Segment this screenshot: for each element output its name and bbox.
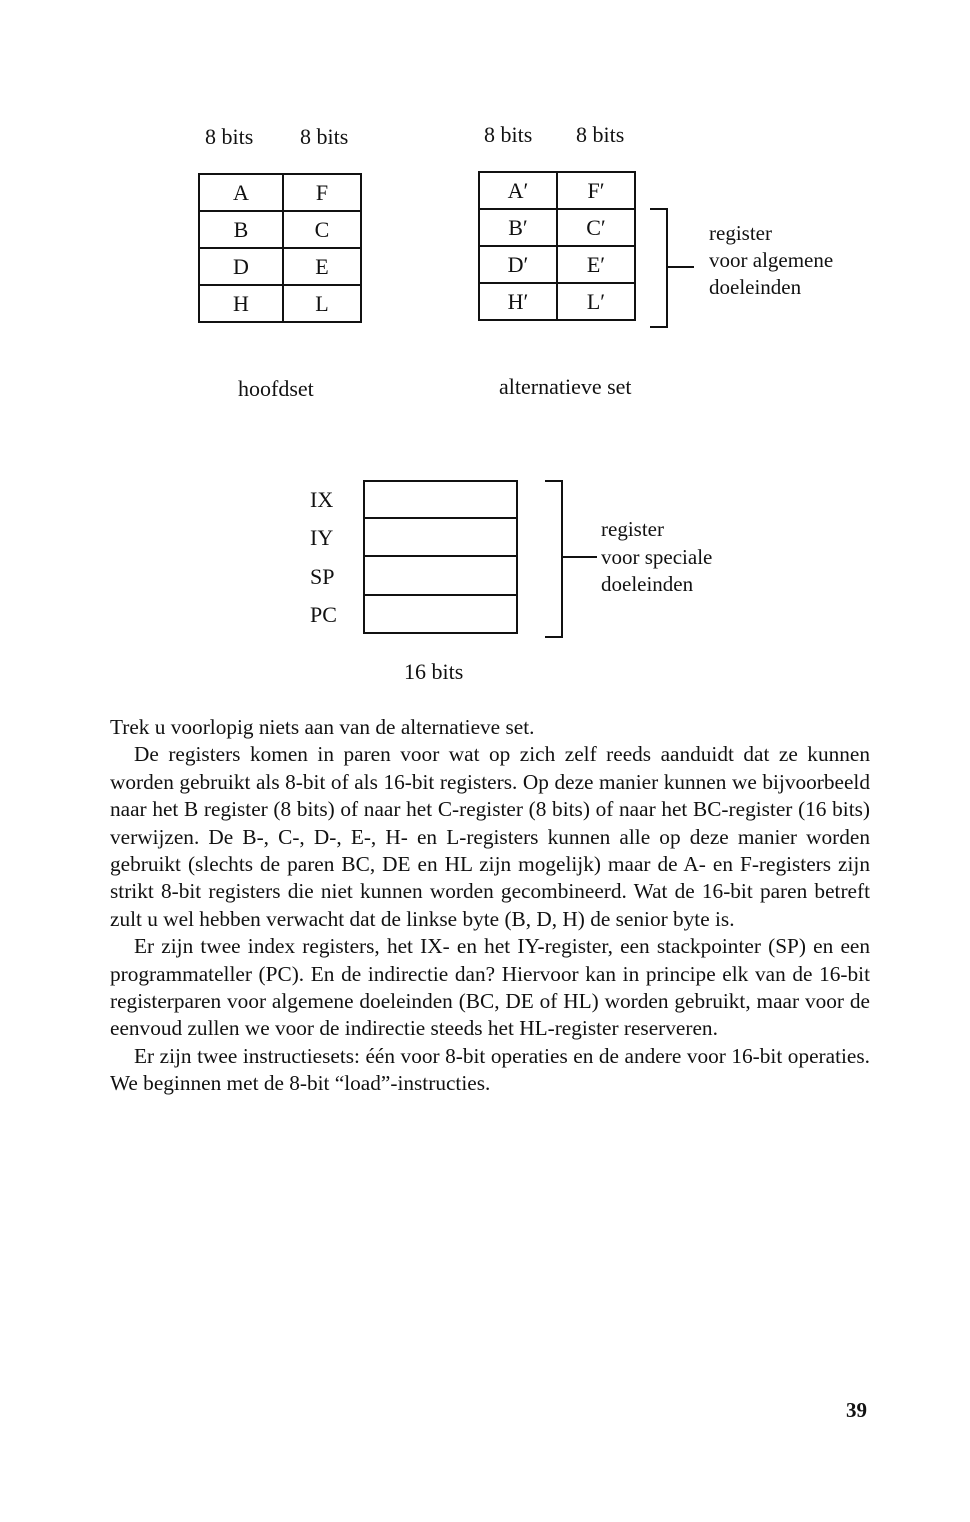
main-set-col-header-1: 8 bits [205,124,254,149]
general-purpose-label-line: doeleinden [709,275,802,299]
special-purpose-label-line: register [601,517,664,541]
register-cell: A [199,174,283,211]
special-purpose-bracket [545,480,563,638]
table-row [199,285,361,322]
special-purpose-label-line: doeleinden [601,572,694,596]
table-row [479,209,635,246]
table-row [479,283,635,320]
general-purpose-bracket [650,208,668,328]
register-cell: L [283,285,361,322]
table-row [199,174,361,211]
special-purpose-bracket-tick [563,556,597,558]
register-cell: H [199,285,283,322]
register-cell: B′ [479,209,557,246]
alt-set-col-header-2: 8 bits [576,122,625,147]
general-purpose-bracket-tick [668,266,694,268]
table-row [479,246,635,283]
register-cell: H′ [479,283,557,320]
paragraph: Trek u voorlopig niets aan van de alternatieve set. [110,715,535,739]
special-purpose-label-line: voor speciale [601,544,713,569]
main-set-col-header-2: 8 bits [300,124,349,149]
main-set-caption: hoofdset [238,376,314,401]
paragraph: Er zijn twee instructiesets: één voor 8-bit operaties en de andere voor 16-bit operaties. We beginnen met de 8-bit “load”-instructies. [110,1043,870,1096]
register-cell: F [283,174,361,211]
register-cell: D [199,248,283,285]
general-purpose-label-line: register [709,221,772,245]
register-box-ix [363,480,518,519]
body-text [110,714,870,1098]
register-box-pc [363,594,518,634]
table-row [479,172,635,209]
paragraph: De registers komen in paren voor wat op zich zelf reeds aanduidt dat ze kunnen worden gebruikt als 8-bit of als 16-bit registers. Op deze manier kunnen we bijvoorbeeld naar het B register (8 bits) of naar het C-register (8 bits) of naar het BC-register (16 bits) verwijzen. De B-, C-, D-, E-, H- en L-registers kunnen alle op deze manier worden gebruikt (slechts de paren BC, DE en HL zijn mogelijk) maar de A- en F-registers zijn strikt 8-bit registers die niet kunnen worden gecombineerd. Wat de 16-bit paren betreft zult u wel hebben verwacht dat de linkse byte (B, D, H) de senior byte is. [110,742,870,931]
register-label-pc: PC [310,602,337,627]
register-cell: C′ [557,209,635,246]
register-cell: C [283,211,361,248]
main-register-table [198,173,362,323]
register-cell: A′ [479,172,557,209]
alt-set-col-header-1: 8 bits [484,122,533,147]
register-cell: D′ [479,246,557,283]
alt-set-caption: alternatieve set [499,374,632,399]
register-cell: B [199,211,283,248]
table-row [199,211,361,248]
register-box-sp [363,555,518,596]
register-box-iy [363,517,518,557]
paragraph: Er zijn twee index registers, het IX- en het IY-register, een stackpointer (SP) en een programmateller (PC). En de indirectie dan? Hiervoor kan in principe elk van de 16-bit registerparen voor algemene doeleinden (BC, DE of HL) worden gebruikt, maar voor de eenvoud zullen we voor de indirectie steeds het HL-register reserveren. [110,934,870,1041]
general-purpose-label [709,220,833,301]
index-width-label: 16 bits [404,659,464,684]
special-purpose-label [601,516,712,599]
register-label-ix: IX [310,487,334,512]
register-cell: E [283,248,361,285]
alternate-register-table [478,171,636,321]
register-cell: E′ [557,246,635,283]
table-row [199,248,361,285]
general-purpose-label-line: voor algemene [709,248,834,272]
register-cell: F′ [557,172,635,209]
page-number: 39 [846,1398,867,1422]
register-cell: L′ [557,283,635,320]
register-label-sp: SP [310,564,335,589]
register-label-iy: IY [310,525,334,550]
